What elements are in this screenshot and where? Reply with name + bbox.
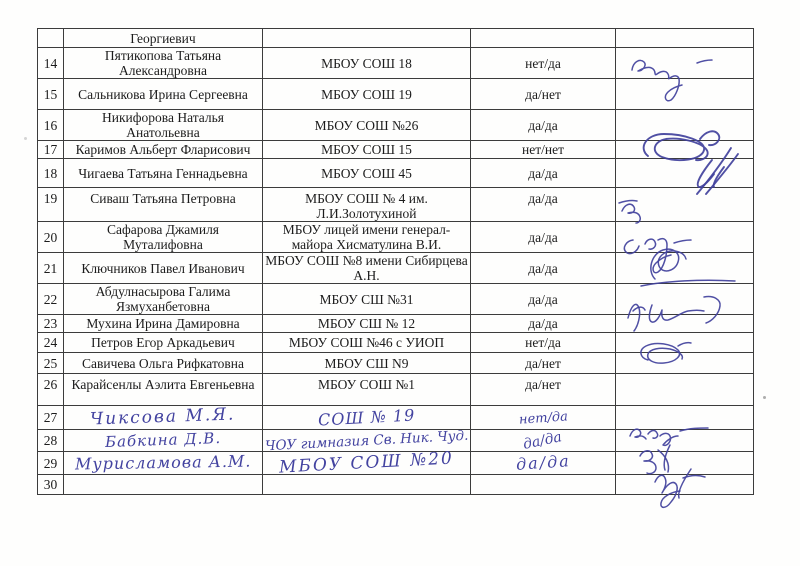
participant-name [64, 406, 263, 430]
row-number: 23 [38, 315, 64, 333]
row-number: 29 [38, 452, 64, 475]
participant-name [64, 475, 263, 495]
school-name [263, 475, 471, 495]
empty-cell [38, 29, 64, 48]
participant-name: Абдулнасырова Галима Язмуханбетовна [64, 284, 263, 315]
row-number: 26 [38, 374, 64, 406]
answers-value: да/да [471, 110, 616, 141]
signature-cell [616, 430, 754, 452]
signature-cell [616, 159, 754, 188]
participant-name: Савичева Ольга Рифкатовна [64, 353, 263, 374]
school-name: МБОУ СОШ № 4 им. Л.И.Золотухиной [263, 188, 471, 222]
signature-cell [616, 141, 754, 159]
table-row [38, 48, 754, 79]
empty-cell [263, 29, 471, 48]
row-number: 18 [38, 159, 64, 188]
handwritten-name: Бабкина Д.В. [104, 428, 222, 452]
signature-cell [616, 188, 754, 222]
table-row [38, 141, 754, 159]
participant-name: Петров Егор Аркадьевич [64, 333, 263, 353]
answers-value: да/нет [471, 374, 616, 406]
school-name: МБОУ СОШ №1 [263, 374, 471, 406]
row-number: 14 [38, 48, 64, 79]
table-row [38, 353, 754, 374]
handwritten-school: ЧОУ гимназия Св. Ник. Чуд. [264, 427, 469, 454]
table-row [38, 374, 754, 406]
handwritten-school: СОШ № 19 [317, 404, 416, 430]
school-name: МБОУ СШ №31 [263, 284, 471, 315]
answers-value [471, 430, 616, 452]
participant-name [64, 430, 263, 452]
answers-value: нет/нет [471, 141, 616, 159]
school-name: МБОУ СШ № 12 [263, 315, 471, 333]
participant-name: Сальникова Ирина Сергеевна [64, 79, 263, 110]
answers-value [471, 406, 616, 430]
handwritten-answers: да/да [515, 451, 571, 474]
signature-cell [616, 475, 754, 495]
signature-cell [616, 253, 754, 284]
table-row [38, 315, 754, 333]
table-row [38, 333, 754, 353]
school-name [263, 447, 471, 478]
signature-cell [616, 79, 754, 110]
table-row [38, 79, 754, 110]
row-number: 28 [38, 430, 64, 452]
handwritten-name: Мурисламова А.М. [74, 451, 252, 474]
participant-name [64, 452, 263, 475]
table-row [38, 475, 754, 495]
answers-value: да/да [471, 315, 616, 333]
scan-speck [763, 396, 766, 399]
signature-cell [616, 333, 754, 353]
answers-value: да/да [471, 253, 616, 284]
participant-name: Никифорова Наталья Анатольевна [64, 110, 263, 141]
school-name: МБОУ СОШ 18 [263, 48, 471, 79]
handwritten-answers: да/да [522, 428, 564, 453]
row-number: 30 [38, 475, 64, 495]
signature-cell [616, 110, 754, 141]
scan-speck [24, 137, 27, 140]
school-name: МБОУ СОШ №46 с УИОП [263, 333, 471, 353]
signature-cell [616, 374, 754, 406]
answers-value: нет/да [471, 333, 616, 353]
signature-cell [616, 452, 754, 475]
empty-cell [471, 29, 616, 48]
signature-cell [616, 284, 754, 315]
answers-value [471, 475, 616, 495]
table-row [38, 188, 754, 222]
table-row [38, 284, 754, 315]
signature-cell [616, 222, 754, 253]
answers-value: да/нет [471, 79, 616, 110]
handwritten-school: МБОУ СОШ №20 [278, 447, 455, 478]
school-name: МБОУ СОШ 15 [263, 141, 471, 159]
table-row [38, 222, 754, 253]
handwritten-answers: нет/да [518, 408, 568, 428]
school-name: МБОУ СОШ №26 [263, 110, 471, 141]
row-number: 17 [38, 141, 64, 159]
participants-table [37, 28, 754, 495]
answers-value: да/нет [471, 353, 616, 374]
signature-cell [616, 406, 754, 430]
signature-cell [616, 353, 754, 374]
table-row-handwritten [38, 430, 754, 452]
row-number: 21 [38, 253, 64, 284]
school-name: МБОУ СОШ 19 [263, 79, 471, 110]
participant-name: Сиваш Татьяна Петровна [64, 188, 263, 222]
answers-value: да/да [471, 159, 616, 188]
table-row [38, 253, 754, 284]
participant-name: Пятикопова Татьяна Александровна [64, 48, 263, 79]
answers-value: нет/да [471, 48, 616, 79]
row-number: 27 [38, 406, 64, 430]
participant-name: Карайсенлы Аэлита Евгеньевна [64, 374, 263, 406]
empty-cell [616, 29, 754, 48]
signature-cell [616, 315, 754, 333]
row-number: 16 [38, 110, 64, 141]
participant-name: Сафарова Джамиля Муталифовна [64, 222, 263, 253]
row-number: 25 [38, 353, 64, 374]
answers-value: да/да [471, 188, 616, 222]
school-name: МБОУ СОШ №8 имени Сибирцева А.Н. [263, 253, 471, 284]
row-number: 15 [38, 79, 64, 110]
school-name [263, 406, 471, 430]
row-number: 19 [38, 188, 64, 222]
participant-name: Чигаева Татьяна Геннадьевна [64, 159, 263, 188]
row-number: 22 [38, 284, 64, 315]
row-number: 20 [38, 222, 64, 253]
table-row [38, 110, 754, 141]
school-name: МБОУ СШ N9 [263, 353, 471, 374]
name-fragment: Георгиевич [64, 29, 263, 48]
answers-value: да/да [471, 284, 616, 315]
participant-name: Мухина Ирина Дамировна [64, 315, 263, 333]
handwritten-name: Чиксова М.Я. [89, 404, 236, 430]
participant-name: Ключников Павел Иванович [64, 253, 263, 284]
participant-name: Каримов Альберт Фларисович [64, 141, 263, 159]
table-row-handwritten [38, 406, 754, 430]
signature-cell [616, 48, 754, 79]
school-name: МБОУ СОШ 45 [263, 159, 471, 188]
answers-value [471, 452, 616, 475]
answers-value: да/да [471, 222, 616, 253]
row-number: 24 [38, 333, 64, 353]
school-name: МБОУ лицей имени генерал-майора Хисматулина В.И. [263, 222, 471, 253]
table-row [38, 159, 754, 188]
table-row-header-fragment [38, 29, 754, 48]
table-row-handwritten [38, 452, 754, 475]
